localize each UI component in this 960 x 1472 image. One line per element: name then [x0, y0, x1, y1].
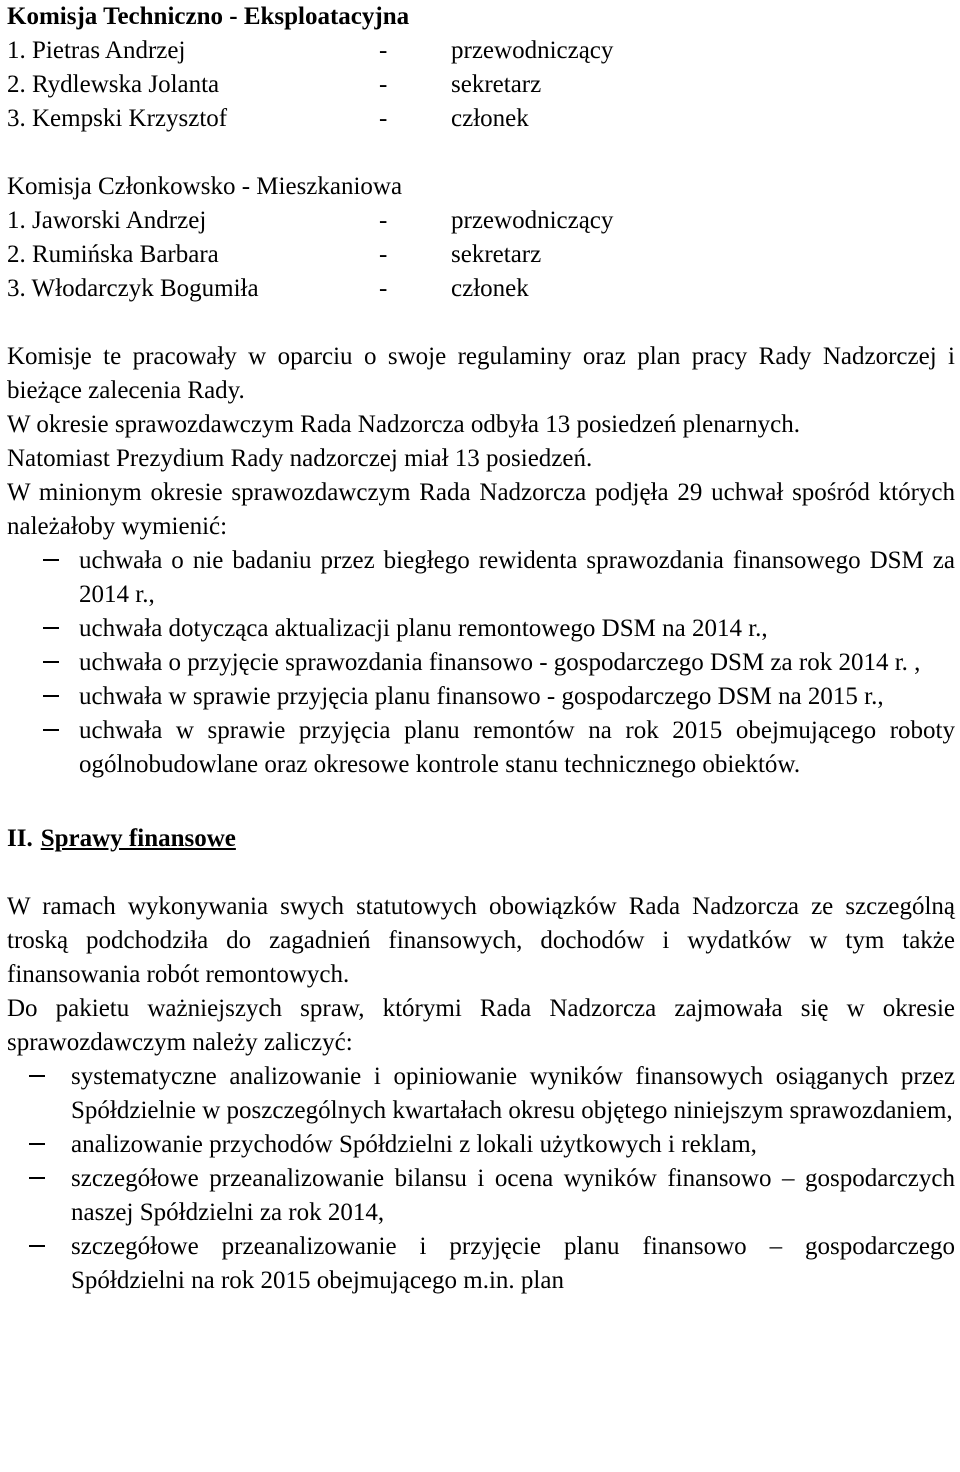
- member-name: 1. Pietras Andrzej: [7, 37, 186, 64]
- list-item-text: szczegółowe przeanalizowanie bilansu i ocena wyników finansowo – gospodarczych naszej Spółdzielni za rok 2014,: [71, 1165, 955, 1226]
- section-heading: [7, 822, 955, 856]
- member-role: sekretarz: [451, 71, 542, 98]
- member-name: 2. Rumińska Barbara: [7, 241, 219, 268]
- list-item-text: systematyczne analizowanie i opiniowanie wyników finansowych osiąganych przez Spółdzielnie w poszczególnych kwartałach okresu objętego niniejszym sprawozdaniem,: [71, 1063, 955, 1124]
- dash-bullet-icon: [29, 1230, 45, 1264]
- member-role: sekretarz: [451, 241, 542, 268]
- document-page: [7, 0, 955, 1298]
- list-item-text: analizowanie przychodów Spółdzielni z lokali użytkowych i reklam,: [71, 1131, 757, 1158]
- list-item: [7, 1162, 955, 1230]
- dash-bullet-icon: [29, 1162, 45, 1196]
- member-dash: -: [379, 207, 388, 234]
- committee-member-row: [7, 204, 955, 238]
- committee-member-row: [7, 34, 955, 68]
- section-title: Sprawy finansowe: [40, 825, 236, 852]
- committee-member-title: Komisja Członkowsko - Mieszkaniowa: [7, 173, 403, 200]
- member-name: 3. Kempski Krzysztof: [7, 105, 228, 132]
- dash-bullet-icon: [43, 612, 59, 646]
- member-name: 1. Jaworski Andrzej: [7, 207, 207, 234]
- spacer: [7, 856, 955, 890]
- resolutions-list: [7, 544, 955, 782]
- list-item: [7, 714, 955, 782]
- member-role: członek: [451, 105, 529, 132]
- list-item-text: uchwała w sprawie przyjęcia planu finansowo - gospodarczego DSM na 2015 r.,: [79, 683, 884, 710]
- list-item-text: uchwała o przyjęcie sprawozdania finansowo - gospodarczego DSM za rok 2014 r. ,: [79, 649, 921, 676]
- member-name: 2. Rydlewska Jolanta: [7, 71, 220, 98]
- paragraph-regulations: Komisje te pracowały w oparciu o swoje regulaminy oraz plan pracy Rady Nadzorczej i bieżące zalecenia Rady.: [7, 343, 955, 404]
- list-item: [7, 1060, 955, 1128]
- member-role: członek: [451, 275, 529, 302]
- dash-bullet-icon: [43, 646, 59, 680]
- committee-member-row: [7, 272, 955, 306]
- member-dash: -: [379, 105, 388, 132]
- list-item-text: uchwała w sprawie przyjęcia planu remontów na rok 2015 obejmującego roboty ogólnobudowlane oraz okresowe kontrole stanu technicznego obiektów.: [79, 717, 955, 778]
- paragraph-presidium: Natomiast Prezydium Rady nadzorczej miał 13 posiedzeń.: [7, 445, 593, 472]
- list-item: [7, 680, 955, 714]
- member-role: przewodniczący: [451, 207, 614, 234]
- committee-tech-title: Komisja Techniczno - Eksploatacyjna: [7, 3, 410, 30]
- list-item: [7, 646, 955, 680]
- list-item: [7, 1230, 955, 1298]
- list-item-text: uchwała dotycząca aktualizacji planu remontowego DSM na 2014 r.,: [79, 615, 768, 642]
- member-dash: -: [379, 37, 388, 64]
- finance-items-list: [7, 1060, 955, 1298]
- committee-member-row: [7, 68, 955, 102]
- dash-bullet-icon: [29, 1128, 45, 1162]
- committee-member-row: [7, 238, 955, 272]
- committee-member-row: [7, 102, 955, 136]
- dash-bullet-icon: [43, 544, 59, 578]
- list-item-text: szczegółowe przeanalizowanie i przyjęcie planu finansowo – gospodarczego Spółdzielni na rok 2015 obejmującego m.in. plan: [71, 1233, 955, 1294]
- section-number: II.: [7, 825, 33, 852]
- paragraph-finance-scope: Do pakietu ważniejszych spraw, którymi Rada Nadzorcza zajmowała się w okresie sprawozdawczym należy zaliczyć:: [7, 995, 955, 1056]
- member-dash: -: [379, 241, 388, 268]
- member-dash: -: [379, 275, 388, 302]
- dash-bullet-icon: [29, 1060, 45, 1094]
- paragraph-resolutions-intro: W minionym okresie sprawozdawczym Rada Nadzorcza podjęła 29 uchwał spośród których należałoby wymienić:: [7, 479, 955, 540]
- list-item: [7, 1128, 955, 1162]
- spacer: [7, 136, 955, 170]
- dash-bullet-icon: [43, 714, 59, 748]
- list-item-text: uchwała o nie badaniu przez biegłego rewidenta sprawozdania finansowego DSM za 2014 r.,: [79, 547, 955, 608]
- paragraph-meetings: W okresie sprawozdawczym Rada Nadzorcza odbyła 13 posiedzeń plenarnych.: [7, 411, 800, 438]
- spacer: [7, 306, 955, 340]
- dash-bullet-icon: [43, 680, 59, 714]
- member-name: 3. Włodarczyk Bogumiła: [7, 275, 259, 302]
- list-item: [7, 544, 955, 612]
- list-item: [7, 612, 955, 646]
- member-dash: -: [379, 71, 388, 98]
- member-role: przewodniczący: [451, 37, 614, 64]
- paragraph-finance-intro: W ramach wykonywania swych statutowych obowiązków Rada Nadzorcza ze szczególną troską podchodziła do zagadnień finansowych, dochodów i wydatków w tym także finansowania robót remontowych.: [7, 893, 955, 988]
